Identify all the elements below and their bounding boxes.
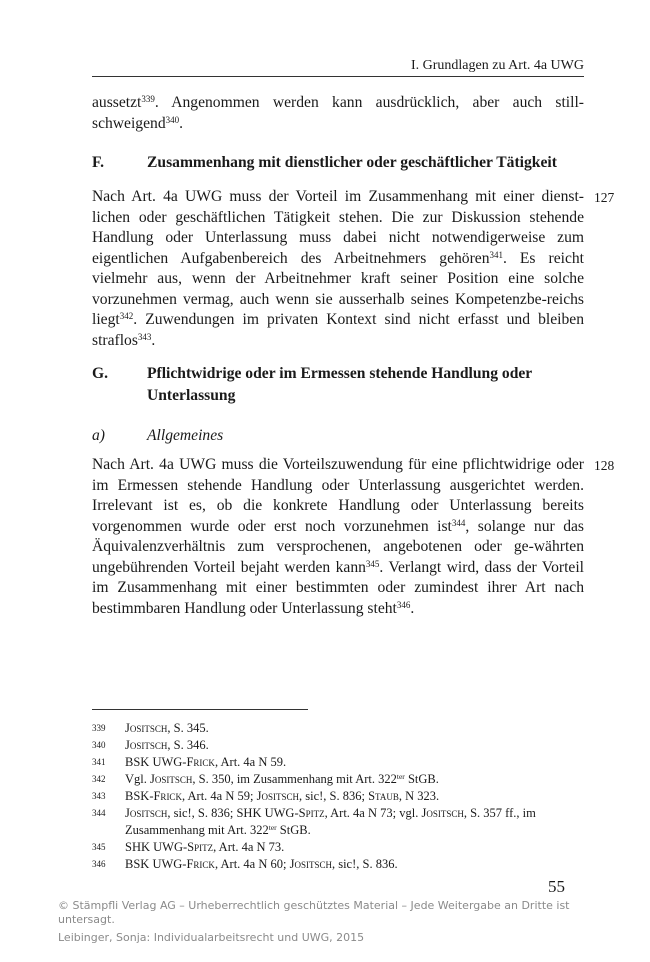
citation-text: , sic!, S. 836.	[331, 857, 398, 871]
footnote-ref-343[interactable]: 343	[137, 331, 152, 342]
citation-text: , Art. 4a N 73.	[213, 840, 285, 854]
footnote-rule	[92, 709, 308, 710]
author-name: Jositsch	[256, 789, 299, 803]
text-run: . Angenommen werden kann ausdrücklich, aber auch still-schweigend	[92, 94, 584, 132]
paragraph-128	[92, 455, 584, 619]
author-name: Spitz	[298, 806, 325, 820]
footnote-ref-344[interactable]: 344	[451, 517, 466, 528]
citation-text: , S. 345.	[167, 721, 209, 735]
text-run: aussetzt	[92, 94, 142, 111]
footnote-number: 345	[92, 842, 106, 852]
author-name: Spitz	[187, 840, 214, 854]
section-title: Zusammenhang mit dienstlicher oder geschäftlicher Tätigkeit	[147, 154, 557, 171]
text-run: Nach Art. 4a UWG muss der Vorteil im Zusammenhang mit einer dienst-lichen oder geschäftlichen Tätigkeit stehen. Die zur Diskussion stehende Handlung oder Unterlassung muss dabei nicht notwendigerweise zum eigentlichen Aufgabenbereich des Arbeitnehmers gehören	[92, 188, 584, 267]
citation-text: StGB.	[404, 772, 439, 786]
footnote-340	[92, 737, 584, 754]
citation-text: SHK UWG-	[125, 840, 188, 854]
footnote-345	[92, 839, 584, 856]
citation-text: BSK UWG-	[125, 755, 187, 769]
footnote-ref-342[interactable]: 342	[119, 311, 134, 321]
footnote-341	[92, 754, 584, 771]
paragraph-127	[92, 187, 584, 351]
section-heading-f	[92, 152, 584, 174]
subsection-heading-a	[92, 426, 584, 446]
footnote-343	[92, 788, 584, 805]
author-name: Frick	[186, 755, 215, 769]
margin-number-128: 128	[594, 458, 615, 473]
text-run: , solange nur das Äquivalenzverhältnis zum versprochenen, angebotenen oder ge-währten ungebührenden Vorteil bejaht werden kann	[92, 517, 584, 576]
subsection-title: Allgemeines	[147, 427, 224, 444]
citation-text: , Art. 4a N 60;	[214, 857, 290, 871]
footnote-number: 342	[92, 774, 106, 784]
citation-text: BSK UWG-	[125, 857, 187, 871]
author-name: Jositsch	[150, 772, 193, 786]
section-number: F.	[92, 154, 104, 171]
footnote-344	[92, 805, 584, 838]
text-run: Nach Art. 4a UWG muss die Vorteilszuwendung für eine pflichtwidrige oder im Ermessen stehende Handlung oder Unterlassung ausgerichtet werden. Irrelevant ist es, ob die konkrete Handlung oder Unterlassung bereits vorgenommen wurde oder erst noch vorzunehmen ist	[92, 456, 584, 535]
citation-text: , sic!, S. 836;	[298, 789, 369, 803]
footnote-ref-341[interactable]: 341	[489, 249, 504, 260]
header-rule	[92, 76, 584, 77]
author-name: Jositsch	[125, 738, 168, 752]
author-name: Staub	[368, 789, 399, 803]
section-title: Pflichtwidrige oder im Ermessen stehende Handlung oder Unterlassung	[147, 365, 532, 404]
footnote-number: 340	[92, 740, 106, 750]
copyright-notice: © Stämpfli Verlag AG – Urheberrechtlich geschütztes Material – Jede Weitergabe an Dritte ist untersagt.	[58, 899, 570, 926]
text-run: .	[179, 114, 184, 132]
author-name: Jositsch	[125, 806, 168, 820]
page-number: 55	[548, 877, 565, 896]
subsection-number: a)	[92, 427, 105, 444]
footnote-339	[92, 720, 584, 737]
section-number: G.	[92, 365, 109, 382]
footnote-number: 346	[92, 859, 106, 869]
source-citation: Leibinger, Sonja: Individualarbeitsrecht und UWG, 2015	[58, 931, 365, 944]
citation-text: , N 323.	[398, 789, 440, 803]
footnote-346	[92, 856, 584, 873]
footnote-number: 339	[92, 723, 106, 733]
footnote-ref-346[interactable]: 346	[396, 599, 411, 610]
superscript: ter	[396, 772, 405, 781]
citation-text: , S. 357 ff., im Zusammenhang mit Art. 322	[125, 806, 536, 837]
text-run: . Es reicht vielmehr aus, wenn der Arbeitnehmer kraft seiner Position eine solche vorzunehmen vermag, auch wenn sie ausserhalb seines Kompetenzbe-reichs liegt	[92, 249, 584, 328]
author-name: Frick	[153, 789, 182, 803]
footnote-number: 344	[92, 808, 106, 818]
footnote-ref-345[interactable]: 345	[365, 558, 380, 569]
citation-text: , Art. 4a N 59;	[181, 789, 257, 803]
citation-text: , Art. 4a N 73; vgl.	[324, 806, 422, 820]
text-run: .	[151, 331, 156, 349]
footnote-342	[92, 771, 584, 788]
footnote-ref-339[interactable]: 339	[141, 94, 155, 104]
text-run: . Verlangt wird, dass der Vorteil im Zusammenhang mit einer bestimmten oder zumindest ihrer Art nach bestimmbaren Handlung oder Unterlassung steht	[92, 558, 584, 617]
citation-text: Vgl.	[125, 772, 150, 786]
section-heading-g	[92, 363, 584, 407]
author-name: Jositsch	[421, 806, 464, 820]
margin-number-127: 127	[594, 190, 615, 205]
running-head: I. Grundlagen zu Art. 4a UWG	[410, 58, 584, 73]
citation-text: , S. 346.	[167, 738, 209, 752]
citation-text: , Art. 4a N 59.	[214, 755, 287, 769]
author-name: Jositsch	[125, 721, 168, 735]
text-run: .	[410, 599, 415, 617]
footnote-ref-340[interactable]: 340	[165, 114, 180, 125]
citation-text: BSK-	[125, 789, 154, 803]
footnote-number: 343	[92, 791, 106, 801]
citation-text: , S. 350, im Zusammenhang mit Art. 322	[192, 772, 397, 786]
paragraph-intro	[92, 93, 584, 134]
author-name: Frick	[186, 857, 215, 871]
superscript: ter	[268, 822, 277, 832]
text-run: . Zuwendungen im privaten Kontext sind nicht erfasst und bleiben straflos	[92, 311, 584, 349]
footnote-number: 341	[92, 757, 106, 767]
citation-text: StGB.	[276, 822, 311, 837]
citation-text: , sic!, S. 836; SHK UWG-	[167, 806, 299, 820]
author-name: Jositsch	[289, 857, 332, 871]
